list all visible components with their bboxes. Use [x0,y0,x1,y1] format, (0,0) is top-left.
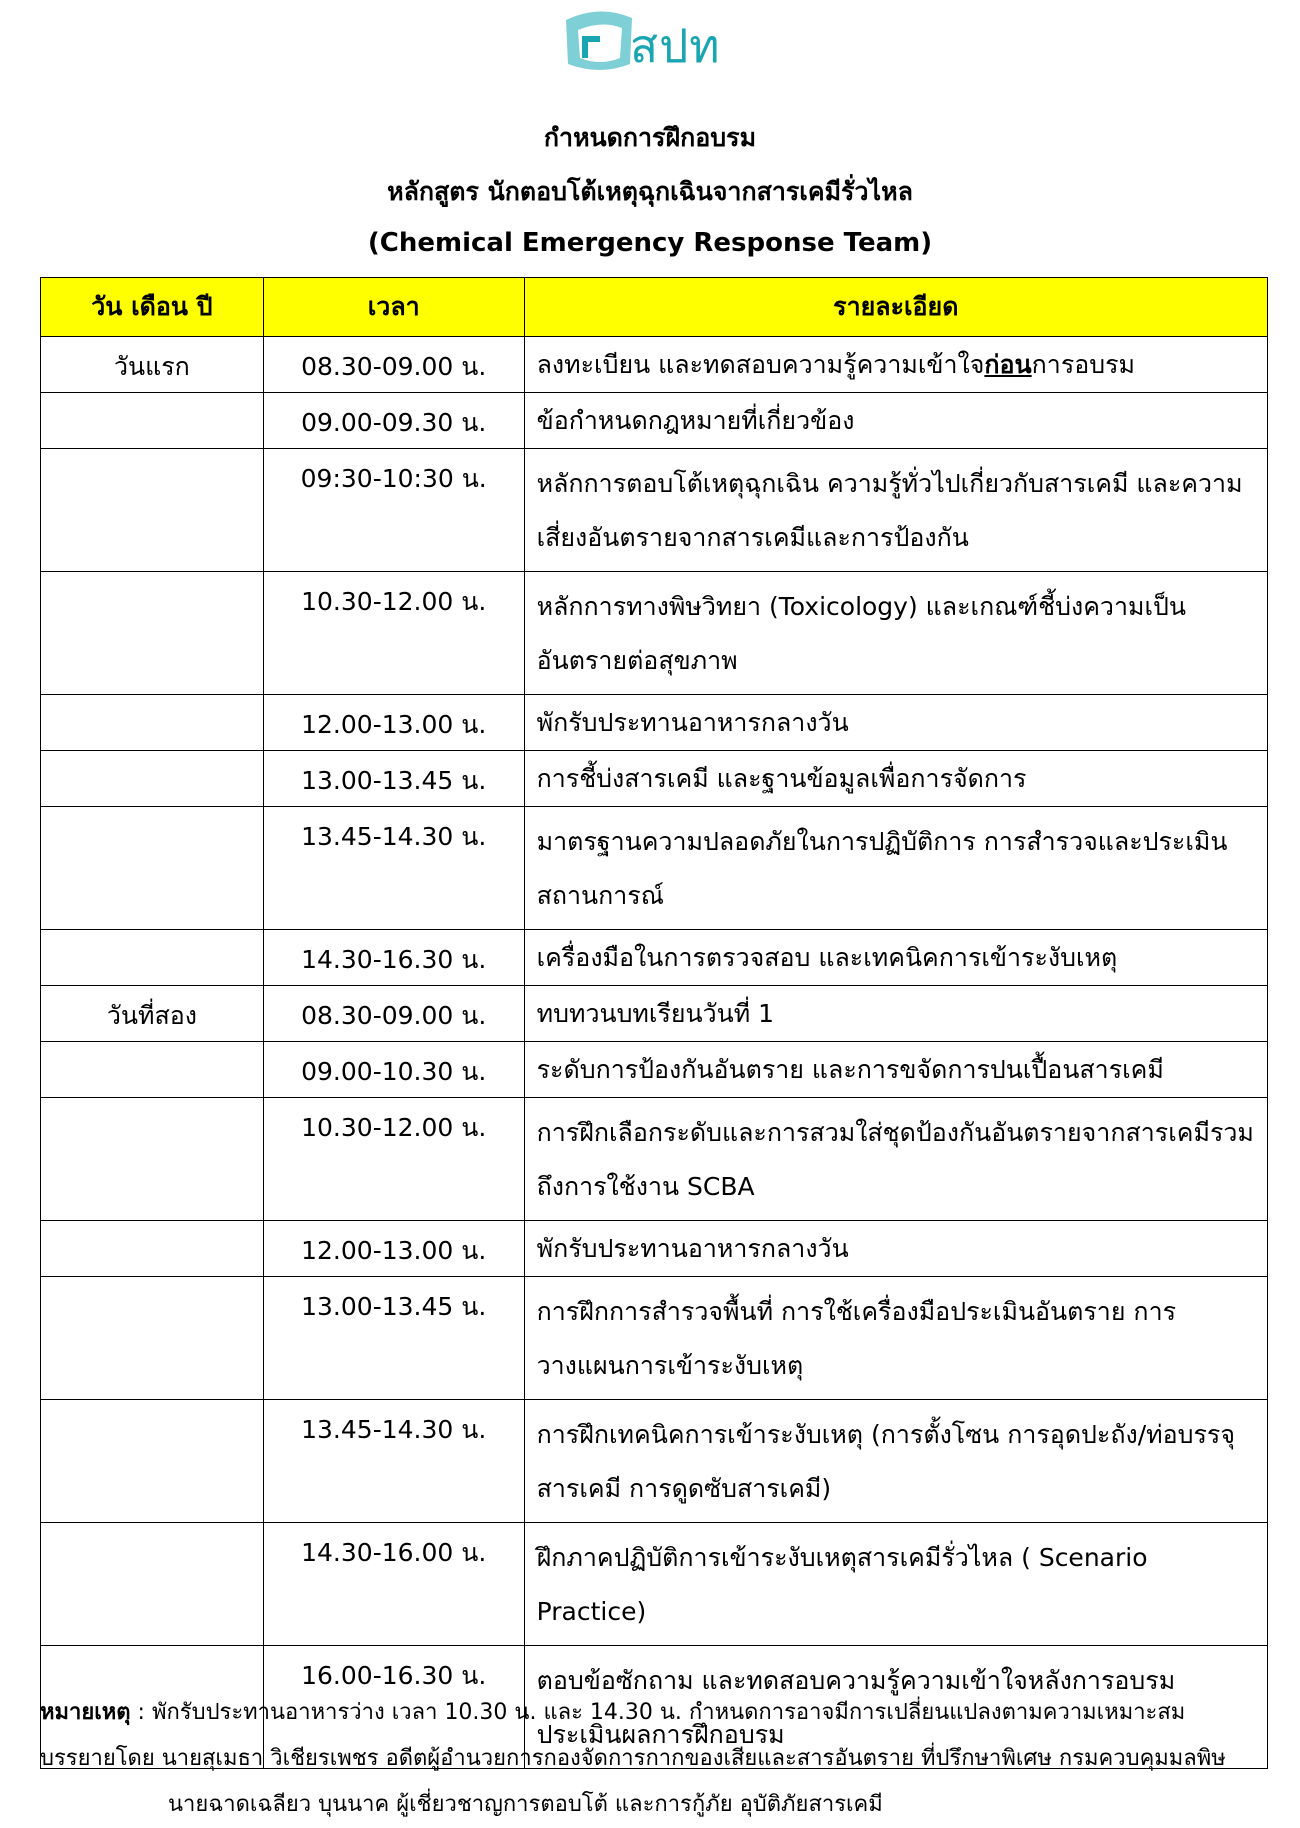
title-line-1: กำหนดการฝึกอบรม [543,123,757,152]
day-cell [41,930,264,986]
table-row [41,337,1268,393]
detail-cell: พักรับประทานอาหารกลางวัน [524,1221,1267,1277]
header-time: เวลา [263,278,524,337]
time-cell: 13.00-13.45 น. [263,751,524,807]
day-cell [41,449,264,572]
time-cell: 12.00-13.00 น. [263,1221,524,1277]
time-cell: 14.30-16.30 น. [263,930,524,986]
detail-cell: ระดับการป้องกันอันตราย และการขจัดการปนเปื้อนสารเคมี [524,1042,1267,1098]
table-row [41,393,1268,449]
detail-cell: ตอบข้อซักถาม และทดสอบความรู้ความเข้าใจหลังการอบรมประเมินผลการฝึกอบรม [524,1646,1267,1769]
table-row [41,1400,1268,1523]
time-cell: 08.30-09.00 น. [263,986,524,1042]
day-label: วันแรก [41,337,264,393]
day-cell [41,393,264,449]
day-cell [41,807,264,930]
table-row [41,751,1268,807]
detail-text: ลงทะเบียน และทดสอบความรู้ความเข้าใจ [536,350,985,379]
detail-cell: ฝึกภาคปฏิบัติการเข้าระงับเหตุสารเคมีรั่วไหล ( Scenario Practice) [524,1523,1267,1646]
lecturer-line-2: นายฉาดเฉลียว บุนนาค ผู้เชี่ยวชาญการตอบโต้ และการกู้ภัย อุบัติภัยสารเคมี [168,1792,883,1817]
detail-cell: พักรับประทานอาหารกลางวัน [524,695,1267,751]
day-cell [41,1277,264,1400]
time-cell: 08.30-09.00 น. [263,337,524,393]
detail-cell: เครื่องมือในการตรวจสอบ และเทคนิคการเข้าระงับเหตุ [524,930,1267,986]
time-cell: 13.00-13.45 น. [263,1277,524,1400]
remark-label: หมายเหตุ [40,1700,131,1725]
detail-cell: ข้อกำหนดกฎหมายที่เกี่ยวข้อง [524,393,1267,449]
remark-line [40,1690,1280,1736]
logo [560,6,760,78]
day-cell [41,1042,264,1098]
time-cell: 13.45-14.30 น. [263,807,524,930]
detail-cell: การชี้บ่งสารเคมี และฐานข้อมูลเพื่อการจัดการ [524,751,1267,807]
time-cell: 09.00-10.30 น. [263,1042,524,1098]
title-line-2: หลักสูตร นักตอบโต้เหตุฉุกเฉินจากสารเคมีรั่วไหล [387,177,913,206]
detail-cell: หลักการทางพิษวิทยา (Toxicology) และเกณฑ์ชี้บ่งความเป็นอันตรายต่อสุขภาพ [524,572,1267,695]
table-row [41,930,1268,986]
notes [40,1690,1280,1828]
day-cell [41,751,264,807]
time-cell: 10.30-12.00 น. [263,1098,524,1221]
time-cell: 16.00-16.30 น. [263,1646,524,1769]
time-cell: 09:30-10:30 น. [263,449,524,572]
detail-cell [524,337,1267,393]
remark-text: : พักรับประทานอาหารว่าง เวลา 10.30 น. และ 14.30 น. กำหนดการอาจมีการเปลี่ยนแปลงตามความเหมาะสม [130,1700,1186,1725]
detail-cell: ทบทวนบทเรียนวันที่ 1 [524,986,1267,1042]
table-header-row [41,278,1268,337]
table-row [41,1221,1268,1277]
time-cell: 10.30-12.00 น. [263,572,524,695]
table-row [41,1277,1268,1400]
header-date: วัน เดือน ปี [41,278,264,337]
detail-emphasis: ก่อน [984,350,1032,379]
time-cell: 09.00-09.30 น. [263,393,524,449]
schedule-table [40,277,1268,1769]
day-cell [41,1523,264,1646]
table-row [41,1042,1268,1098]
day-cell [41,1400,264,1523]
day-cell [41,1221,264,1277]
detail-cell: การฝึกเทคนิคการเข้าระงับเหตุ (การตั้งโซน การอุดปะถัง/ท่อบรรจุสารเคมี การดูดซับสารเคมี) [524,1400,1267,1523]
lecturer-line-1: บรรยายโดย นายสุเมธา วิเชียรเพชร อดีตผู้อำนวยการกองจัดการกากของเสียและสารอันตราย ที่ปรึกษาพิเศษ กรมควบคุมมลพิษ [40,1746,1226,1771]
table-row [41,1523,1268,1646]
table-row [41,572,1268,695]
time-cell: 13.45-14.30 น. [263,1400,524,1523]
logo-text: สปท [630,19,721,73]
table-row [41,986,1268,1042]
table-row [41,807,1268,930]
table-row [41,1098,1268,1221]
day-cell [41,572,264,695]
table-row [41,449,1268,572]
day-label: วันที่สอง [41,986,264,1042]
day-cell [41,695,264,751]
detail-cell: การฝึกการสำรวจพื้นที่ การใช้เครื่องมือประเมินอันตราย การวางแผนการเข้าระงับเหตุ [524,1277,1267,1400]
detail-cell: หลักการตอบโต้เหตุฉุกเฉิน ความรู้ทั่วไปเกี่ยวกับสารเคมี และความเสี่ยงอันตรายจากสารเคมีและการป้องกัน [524,449,1267,572]
detail-cell: การฝึกเลือกระดับและการสวมใส่ชุดป้องกันอันตรายจากสารเคมีรวมถึงการใช้งาน SCBA [524,1098,1267,1221]
detail-cell: มาตรฐานความปลอดภัยในการปฏิบัติการ การสำรวจและประเมินสถานการณ์ [524,807,1267,930]
day-cell [41,1098,264,1221]
detail-text: การอบรม [1031,350,1136,379]
table-row [41,695,1268,751]
title-line-3: (Chemical Emergency Response Team) [367,228,933,258]
time-cell: 12.00-13.00 น. [263,695,524,751]
logo-leaf-icon [560,6,640,78]
time-cell: 14.30-16.00 น. [263,1523,524,1646]
header-detail: รายละเอียด [524,278,1267,337]
